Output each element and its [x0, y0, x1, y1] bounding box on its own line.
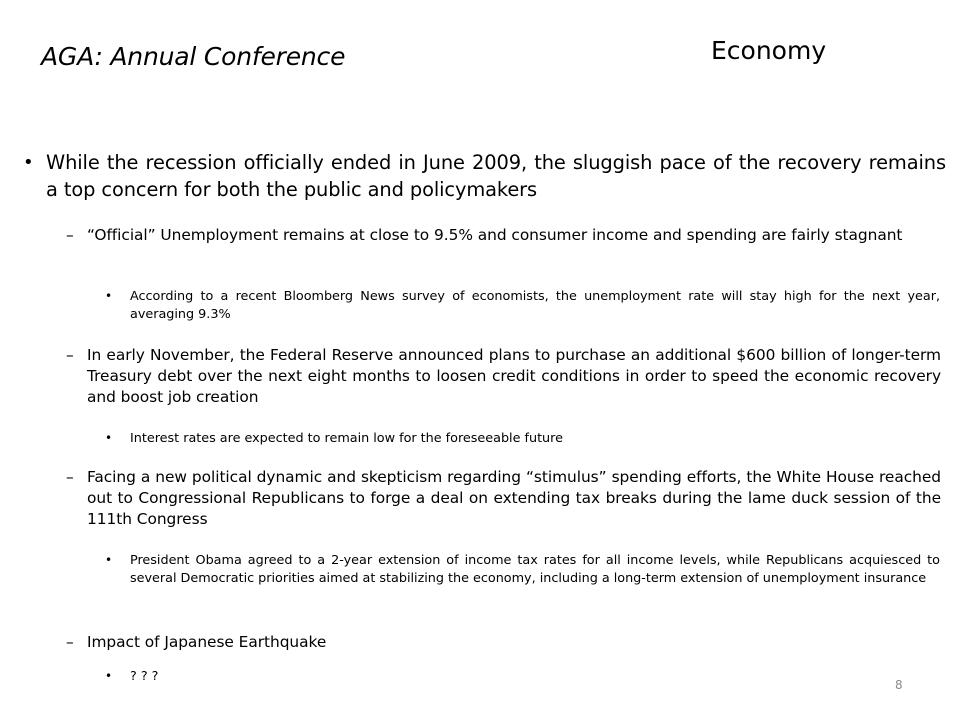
dash-marker: –	[66, 468, 74, 486]
bullet-text: Impact of Japanese Earthquake	[87, 633, 327, 651]
bullet-text: Facing a new political dynamic and skepticism regarding “stimulus” spending efforts, the White House reached out to Congressional Republicans to forge a deal on extending tax breaks during the lame duck session of the 111th Congress	[87, 468, 941, 528]
slide-title: Economy	[711, 36, 827, 65]
bullet-marker: •	[105, 553, 113, 567]
bullet-text: ? ? ?	[130, 669, 159, 684]
bullet-marker: •	[105, 289, 113, 303]
sub-sub-bullet-obama	[105, 552, 940, 587]
bullet-text: Interest rates are expected to remain low for the foreseeable future	[130, 431, 563, 446]
bullet-text: According to a recent Bloomberg News survey of economists, the unemployment rate will stay high for the next year, averaging 9.3%	[130, 289, 940, 322]
bullet-marker: •	[105, 431, 113, 445]
bullet-text: President Obama agreed to a 2-year extension of income tax rates for all income levels, while Republicans acquiesced to several Democratic priorities aimed at stabilizing the economy, including a long-term extension of unemployment insurance	[130, 553, 940, 586]
bullet-marker: •	[23, 152, 34, 173]
bullet-text: “Official” Unemployment remains at close to 9.5% and consumer income and spending are fairly stagnant	[87, 226, 903, 244]
sub-bullet-unemployment	[66, 225, 941, 246]
sub-sub-bullet-interest-rates	[105, 430, 940, 448]
bullet-text: While the recession officially ended in June 2009, the sluggish pace of the recovery remains a top concern for both the public and policymakers	[46, 151, 946, 201]
bullet-marker: •	[105, 669, 113, 683]
dash-marker: –	[66, 346, 74, 364]
sub-bullet-white-house	[66, 467, 941, 530]
presentation-title: AGA: Annual Conference	[41, 42, 346, 71]
bullet-recession	[23, 149, 946, 203]
dash-marker: –	[66, 633, 74, 651]
sub-sub-bullet-bloomberg	[105, 288, 940, 323]
sub-bullet-earthquake	[66, 632, 941, 653]
bullet-text: In early November, the Federal Reserve announced plans to purchase an additional $600 billion of longer-term Treasury debt over the next eight months to loosen credit conditions in order to speed the economic recovery and boost job creation	[87, 346, 941, 406]
dash-marker: –	[66, 226, 74, 244]
sub-bullet-federal-reserve	[66, 345, 941, 408]
sub-sub-bullet-unknown	[105, 668, 940, 686]
page-number: 8	[895, 678, 903, 692]
